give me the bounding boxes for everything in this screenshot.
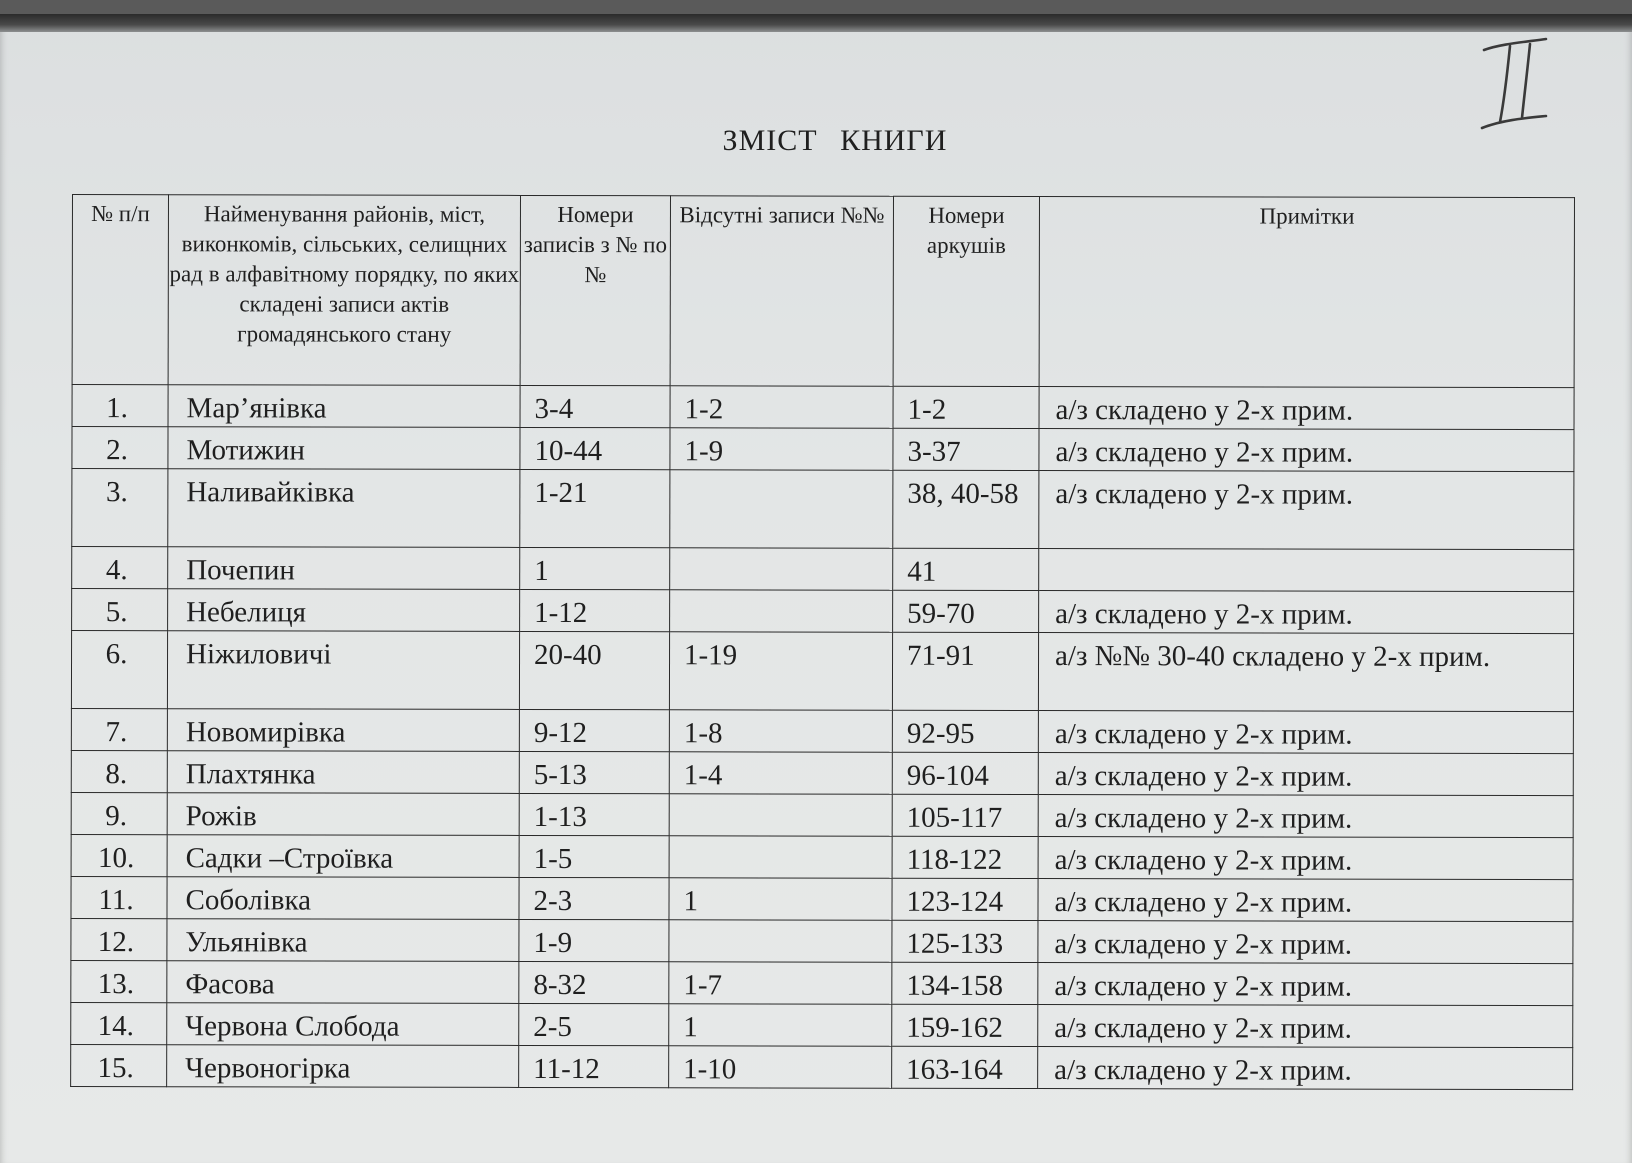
row-note: а/з складено у 2-х прим. [1038,963,1573,1006]
row-name: Ульянівка [167,919,519,962]
row-note: а/з складено у 2-х прим. [1038,753,1573,796]
row-sheets: 125-133 [892,920,1038,962]
row-missing: 1-10 [669,1046,892,1088]
row-sheets: 134-158 [892,962,1038,1004]
row-records: 2-3 [519,877,669,919]
row-note: а/з складено у 2-х прим. [1038,921,1573,964]
row-name: Мотижин [168,427,520,470]
row-sheets: 123-124 [892,878,1038,920]
header-missing: Відсутні записи №№ [670,196,893,386]
row-records: 1-5 [519,835,669,877]
row-missing: 1 [669,1004,892,1046]
row-missing: 1 [669,878,892,920]
row-missing: 1-8 [669,710,892,752]
row-number: 7. [71,708,167,750]
table-row [71,876,1573,921]
scan-top-edge [0,14,1632,32]
row-missing: 1-9 [670,428,893,470]
row-sheets: 3-37 [893,428,1039,470]
row-name: Червоногірка [167,1045,519,1088]
row-number: 15. [71,1044,167,1086]
row-name: Мар’янівка [168,385,520,428]
row-name: Новомирівка [167,709,519,752]
row-number: 12. [71,918,167,960]
header-row [72,195,1574,388]
table-row [72,427,1574,472]
table-row [71,834,1573,879]
row-name: Небелиця [168,589,520,632]
row-number: 11. [71,876,167,918]
page-title: ЗМІСТ КНИГИ [722,124,948,157]
row-note: а/з складено у 2-х прим. [1038,879,1573,922]
row-note: а/з складено у 2-х прим. [1039,471,1574,550]
table-row [71,708,1573,753]
row-sheets: 159-162 [892,1004,1038,1046]
row-name: Плахтянка [167,751,519,794]
row-note: а/з складено у 2-х прим. [1038,837,1573,880]
row-records: 5-13 [519,751,669,793]
table-row [71,750,1573,795]
table-row [71,631,1573,712]
row-note: а/з складено у 2-х прим. [1039,429,1574,472]
row-records: 1 [520,547,670,589]
table-row [71,1044,1573,1089]
row-note [1039,549,1574,592]
row-name: Рожів [167,793,519,836]
row-sheets: 163-164 [892,1046,1038,1088]
row-records: 3-4 [520,385,670,427]
row-number: 5. [72,589,168,631]
row-records: 1-12 [520,589,670,631]
row-sheets: 118-122 [892,836,1038,878]
row-number: 9. [71,792,167,834]
table-row [72,385,1574,430]
row-records: 11-12 [519,1045,669,1087]
row-number: 13. [71,960,167,1002]
row-note: а/з складено у 2-х прим. [1039,591,1574,634]
row-sheets: 38, 40-58 [893,470,1039,548]
row-number: 8. [71,750,167,792]
row-records: 2-5 [519,1003,669,1045]
row-records: 1-21 [520,469,670,547]
document-sheet [0,14,1632,1163]
table-row [71,918,1573,963]
row-number: 1. [72,385,168,427]
table-row [72,469,1574,550]
row-missing: 1-19 [669,632,892,710]
row-sheets: 1-2 [893,386,1039,428]
row-missing [669,920,892,962]
table-row [71,792,1573,837]
row-note: а/з складено у 2-х прим. [1039,387,1574,430]
row-number: 6. [71,631,167,709]
header-notes: Примітки [1039,197,1574,388]
row-number: 10. [71,834,167,876]
row-note: а/з складено у 2-х прим. [1038,711,1573,754]
row-note: а/з №№ 30-40 складено у 2-х прим. [1038,633,1573,712]
row-sheets: 59-70 [893,590,1039,632]
row-number: 4. [72,547,168,589]
row-name: Почепин [168,547,520,590]
row-note: а/з складено у 2-х прим. [1038,1047,1573,1090]
row-name: Червона Слобода [167,1003,519,1046]
row-name: Ніжиловичі [167,631,519,710]
row-records: 8-32 [519,961,669,1003]
row-missing: 1-4 [669,752,892,794]
row-name: Наливайківка [168,469,520,548]
row-name: Фасова [167,961,519,1004]
row-sheets: 41 [893,548,1039,590]
table-row [71,1002,1573,1047]
table-row [72,589,1574,634]
row-sheets: 96-104 [892,752,1038,794]
row-records: 1-9 [519,919,669,961]
row-number: 2. [72,427,168,469]
row-name: Соболівка [167,877,519,920]
row-records: 10-44 [520,427,670,469]
header-sheets: Номери аркушів [893,196,1039,386]
row-missing [670,590,893,632]
row-missing [670,470,893,548]
row-missing [670,548,893,590]
row-note: а/з складено у 2-х прим. [1038,795,1573,838]
row-sheets: 92-95 [892,710,1038,752]
header-name: Найменування районів, міст, виконкомів, сільських, селищних рад в алфавітному порядку, по яких складені записи актів громадянського стану [168,195,520,386]
table-row [71,960,1573,1005]
header-number: № п/п [72,195,168,385]
row-missing: 1-7 [669,962,892,1004]
row-records: 20-40 [519,631,669,709]
row-sheets: 71-91 [892,632,1038,710]
row-missing [669,794,892,836]
row-sheets: 105-117 [892,794,1038,836]
handwritten-roman-two-mark [1480,36,1550,136]
row-note: а/з складено у 2-х прим. [1038,1005,1573,1048]
row-records: 9-12 [519,709,669,751]
row-missing: 1-2 [670,386,893,428]
row-name: Садки –Строївка [167,835,519,878]
row-number: 14. [71,1002,167,1044]
row-missing [669,836,892,878]
table-row [72,547,1574,592]
row-records: 1-13 [519,793,669,835]
contents-table [70,194,1575,1090]
row-number: 3. [72,469,168,547]
header-records: Номери записів з № по № [520,195,670,385]
